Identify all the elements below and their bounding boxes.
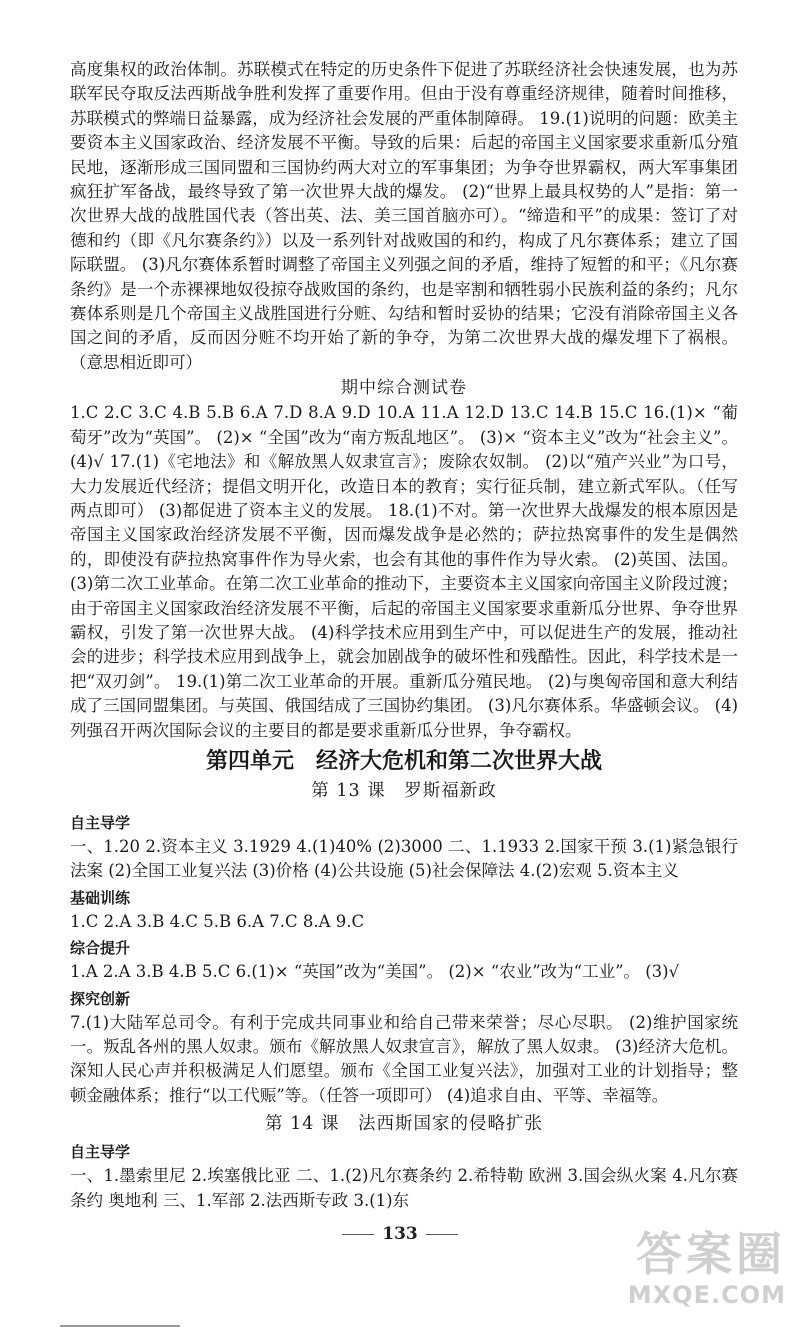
lesson-14-title: 第 14 课 法西斯国家的侵略扩张: [265, 1114, 543, 1135]
lesson-13-section-label: 探究创新: [70, 989, 131, 1008]
watermark-logo: [596, 1227, 786, 1323]
answer-page: [70, 58, 738, 1213]
watermark-logo-text: 答案圈: [636, 1227, 786, 1281]
lesson-13-title: 第 13 课 罗斯福新政: [311, 780, 497, 801]
lesson-13-section-label: 基础训练: [70, 888, 131, 907]
midterm-title: 期中综合测试卷: [341, 378, 467, 399]
page-number-text: 133: [382, 1224, 418, 1244]
unit-title: 第四单元 经济大危机和第二次世界大战: [205, 748, 602, 774]
scan-edge-line: [60, 1325, 180, 1327]
lesson-13-section-text: 1.C 2.A 3.B 4.C 5.B 6.A 7.C 8.A 9.C: [70, 911, 365, 931]
watermark-url: MXQE.COM: [627, 1281, 786, 1309]
lesson-13-section-label: 综合提升: [70, 939, 131, 958]
lesson-13-section-label: 自主导学: [70, 813, 131, 832]
page-number: [300, 1224, 500, 1244]
lesson-14-section-text: 一、1.墨索里尼 2.埃塞俄比亚 二、1.(2)凡尔赛条约 2.希特勒 欧洲 3.国会纵火案 4.凡尔赛条约 奥地利 三、1.军部 2.法西斯专政 3.(1)东: [70, 1166, 738, 1210]
lesson-13-section-text: 7.(1)大陆军总司令。有利于完成共同事业和给自己带来荣誉；尽心尽职。 (2)维护国家统一。叛乱各州的黑人奴隶。颁布《解放黑人奴隶宣言》，解放了黑人奴隶。 (3)经济大危机。深知人民心声并积极满足人们愿望。颁布《全国工业复兴法》，加强对工业的计划指导；整顿金融体系；推行“以工代赈”等。（任答一项即可） (4)追求自由、平等、幸福等。: [70, 1012, 738, 1105]
intro-paragraph: 高度集权的政治体制。苏联模式在特定的历史条件下促进了苏联经济社会快速发展，也为苏联军民夺取反法西斯战争胜利发挥了重要作用。但由于没有尊重经济规律，随着时间推移，苏联模式的弊端日益暴露，成为经济社会发展的严重体制障碍。 19.(1)说明的问题：欧美主要资本主义国家政治、经济发展不平衡。导致的后果：后起的帝国主义国家要求重新瓜分殖民地，逐渐形成三国同盟和三国协约两大对立的军事集团；为争夺世界霸权，两大军事集团疯狂扩军备战，最终导致了第一次世界大战的爆发。 (2)“世界上最具权势的人”是指：第一次世界大战的战胜国代表（答出英、法、美三国首脑亦可）。“缔造和平”的成果：签订了对德和约（即《凡尔赛条约》）以及一系列针对战败国的和约，构成了凡尔赛体系；建立了国际联盟。 (3)凡尔赛体系暂时调整了帝国主义列强之间的矛盾，维持了短暂的和平；《凡尔赛条约》是一个赤裸裸地奴役掠夺战败国的条约，也是宰割和牺牲弱小民族利益的条约；凡尔赛体系则是几个帝国主义战胜国进行分赃、勾结和暂时妥协的结果；它没有消除帝国主义各国之间的矛盾，反而因分赃不均开始了新的争夺，为第二次世界大战的爆发埋下了祸根。（意思相近即可）: [70, 60, 738, 372]
lesson-14-section-label: 自主导学: [70, 1143, 131, 1162]
lesson-13-section-text: 1.A 2.A 3.B 4.B 5.C 6.(1)× “英国”改为“美国”。 (2)× “农业”改为“工业”。 (3)√: [70, 962, 680, 982]
midterm-answers: 1.C 2.C 3.C 4.B 5.B 6.A 7.D 8.A 9.D 10.A 11.A 12.D 13.C 14.B 15.C 16.(1)× “葡萄牙”改为“英国”。 (2)× “全国”改为“南方叛乱地区”。 (3)× “资本主义”改为“社会主义”。 (4)√ 17.(1)《宅地法》和《解放黑人奴隶宣言》；废除农奴制。 (2)以“殖产兴业”为口号，大力发展近代经济；提倡文明开化，改造日本的教育；实行征兵制，建立新式军队。（任写两点即可） (3)都促进了资本主义的发展。 18.(1)不对。第一次世界大战爆发的根本原因是帝国主义国家政治经济发展不平衡，因而爆发战争是必然的；萨拉热窝事件的发生是偶然的，即使没有萨拉热窝事件作为导火索，也会有其他的事件作为导火索。 (2)英国、法国。 (3)第二次工业革命。在第二次工业革命的推动下，主要资本主义国家向帝国主义阶段过渡；由于帝国主义国家政治经济发展不平衡，后起的帝国主义国家要求重新瓜分世界、争夺世界霸权，引发了第一次世界大战。 (4)科学技术应用到生产中，可以促进生产的发展，推动社会的进步；科学技术应用到战争上，就会加剧战争的破坏性和残酷性。因此，科学技术是一把“双刃剑”。 19.(1)第二次工业革命的开展。重新瓜分殖民地。 (2)与奥匈帝国和意大利结成了三国同盟集团。与英国、俄国结成了三国协约集团。 (3)凡尔赛体系。华盛顿会议。 (4)列强召开两次国际会议的主要目的都是要求重新瓜分世界，争夺霸权。: [70, 403, 739, 740]
lesson-13-section-text: 一、1.20 2.资本主义 3.1929 4.(1)40% (2)3000 二、1.1933 2.国家干预 3.(1)紧急银行法案 (2)全国工业复兴法 (3)价格 (4)公共设施 (5)社会保障法 4.(2)宏观 5.资本主义: [70, 836, 738, 881]
